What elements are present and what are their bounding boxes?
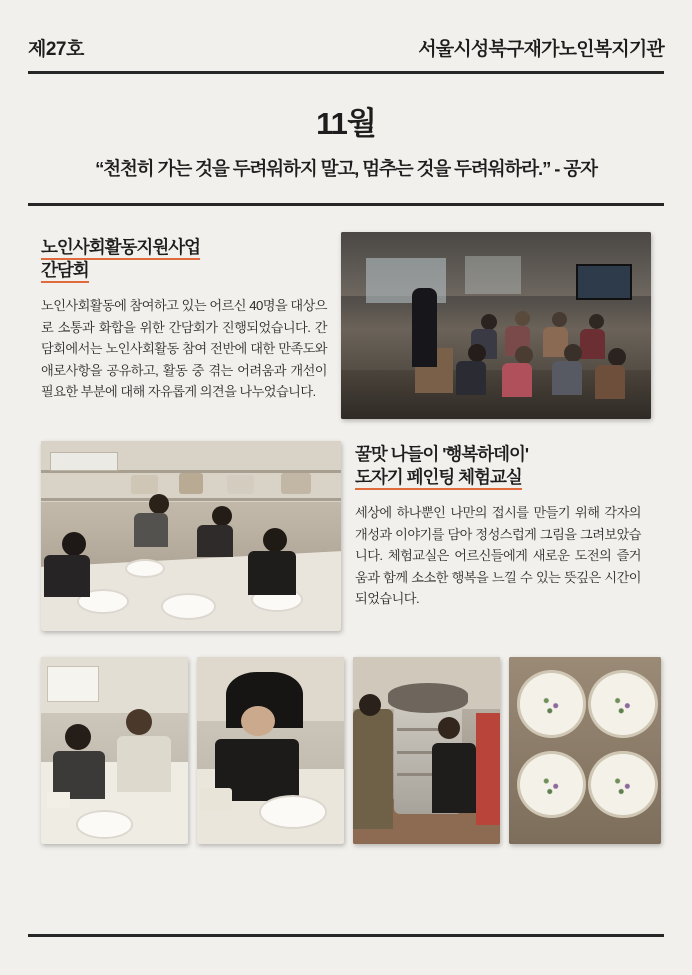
month-title: 11월: [316, 106, 376, 141]
article-1: [28, 232, 664, 419]
photo-gallery: [28, 657, 664, 844]
article-2-heading-line1: 꿀맛 나들이 '행복하데이': [355, 444, 529, 464]
article-2-heading: [355, 443, 641, 489]
article-1-heading-line1: 노인사회활동지원사업: [41, 237, 200, 260]
organization-name: 서울시성북구재가노인복지기관: [418, 39, 664, 60]
article-1-heading: [41, 236, 327, 282]
photo-scene-man-painting: [197, 657, 344, 844]
gallery-photo-2: [197, 657, 344, 844]
article-1-heading-line2: 간담회: [41, 260, 89, 283]
article-2: [28, 441, 664, 631]
gallery-photo-3: [353, 657, 500, 844]
article-2-heading-line2: 도자기 페인팅 체험교실: [355, 467, 522, 490]
article-1-text: [28, 232, 327, 419]
gallery-photo-1: [41, 657, 188, 844]
photo-scene-drawing-pair: [41, 657, 188, 844]
masthead: [28, 0, 664, 61]
article-2-photo: [41, 441, 341, 631]
article-2-text: [355, 441, 641, 631]
quote-text: “천천히 가는 것을 두려워하지 말고, 멈추는 것을 두려워하라.” - 공자: [95, 158, 597, 179]
title-block: [28, 98, 664, 181]
divider-top: [28, 71, 664, 74]
issue-number: 제27호: [28, 39, 84, 60]
article-1-body: 노인사회활동에 참여하고 있는 어르신 40명을 대상으로 소통과 화합을 위한 간담회가 진행되었습니다. 간담회에서는 노인사회활동 참여 전반에 대한 만족도와 애로사항을 공유하고, 활동 중 겪는 어려움과 개선이 필요한 부분에 대해 자유롭게 의견을 나누었습니다.: [41, 298, 327, 400]
photo-scene-pottery-class: [41, 441, 341, 631]
divider-under-title: [28, 203, 664, 206]
photo-scene-kiln: [353, 657, 500, 844]
article-1-photo: [341, 232, 651, 419]
divider-bottom: [28, 934, 664, 937]
photo-scene-meeting-hall: [341, 232, 651, 419]
photo-scene-finished-plates: [509, 657, 661, 844]
gallery-photo-4: [509, 657, 661, 844]
article-2-body: 세상에 하나뿐인 나만의 접시를 만들기 위해 각자의 개성과 이야기를 담아 정성스럽게 그림을 그려보았습니다. 체험교실은 어르신들에게 새로운 도전의 즐거움과 함께 소소한 행복을 느낄 수 있는 뜻깊은 시간이 되었습니다.: [355, 505, 641, 607]
